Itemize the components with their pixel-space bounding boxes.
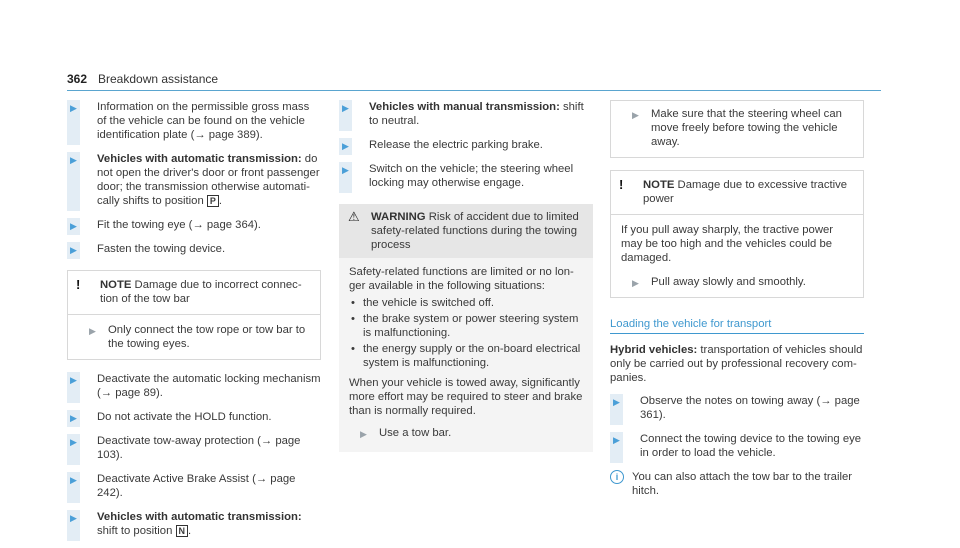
list-item: • the vehicle is switched off. [349,296,583,310]
step-arrow-icon: ▶ [89,326,96,336]
step: ▶ Fasten the towing device. [67,242,321,256]
step-arrow-icon: ▶ [342,165,349,175]
column-1 [67,100,321,548]
step: ▶ Deactivate Active Brake Assist (→ page 242). [67,472,321,500]
note-continuation-box: ▶ Make sure that the steering wheel can move freely before towing the vehicle away. [610,100,864,158]
warning-box: ⚠ WARNING Risk of accident due to limited safety-related functions during the towing process Safety-related functions are limited or no longer available in the following situations: • the vehicle is switched off. • the brake system or power steering system is malfunctioning. • the energy supply or the on-board electrical system is malfunctioning. When your vehicle is towed away, significantly more effort may be required to steer and brake than is normally required. ▶ Use a tow bar. [339,204,593,452]
note-box: ! NOTE Damage due to excessive tractive power If you pull away sharply, the tractive power may be too high and the vehicles could be damaged. ▶ Pull away slowly and smoothly. [610,170,864,298]
step: ▶ Deactivate tow-away protection (→ page 103). [67,434,321,462]
step: ▶ Do not activate the HOLD function. [67,410,321,424]
step-arrow-icon: ▶ [70,513,77,523]
info-icon: i [610,470,624,484]
step-arrow-icon: ▶ [70,375,77,385]
page-header [67,70,881,91]
step: ▶ Vehicles with manual transmission: shift to neutral. [339,100,593,128]
section-title: Loading the vehicle for transport [610,317,864,334]
step-arrow-icon: ▶ [70,103,77,113]
exclamation-icon: ! [619,177,624,192]
step: ▶ Observe the notes on towing away (→ page 361). [610,394,864,422]
step-arrow-icon: ▶ [613,435,620,445]
step-arrow-icon: ▶ [70,437,77,447]
page-title: Breakdown assistance [98,72,219,86]
step: ▶ Fit the towing eye (→ page 364). [67,218,321,232]
list-item: • the energy supply or the on-board electrical system is malfunctioning. [349,342,583,370]
step: ▶ Vehicles with automatic transmission: shift to position N . [67,510,321,538]
paragraph: Hybrid vehicles: transportation of vehicles should only be carried out by professional recovery companies. [610,344,863,384]
step: ▶ Connect the towing device to the towing eye in order to load the vehicle. [610,432,864,460]
step-arrow-icon: ▶ [70,475,77,485]
page-number: 362 [67,72,88,86]
step-arrow-icon: ▶ [632,110,639,120]
step: ▶ Release the electric parking brake. [339,138,593,152]
column-2 [339,100,593,464]
step-arrow-icon: ▶ [70,413,77,423]
warning-triangle-icon: ⚠ [348,209,360,224]
step-arrow-icon: ▶ [342,141,349,151]
step: ▶ Deactivate the automatic locking mechanism (→ page 89). [67,372,321,400]
step-arrow-icon: ▶ [342,103,349,113]
step-arrow-icon: ▶ [70,221,77,231]
step: ▶ Information on the permissible gross mass of the vehicle can be found on the vehicle identification plate (→ page 389). [67,100,321,142]
step-arrow-icon: ▶ [632,278,639,288]
step-arrow-icon: ▶ [70,155,77,165]
note-box: ! NOTE Damage due to incorrect connection of the tow bar ▶ Only connect the tow rope or tow bar to the towing eyes. [67,270,321,360]
gear-position-key: N [176,525,189,537]
step-arrow-icon: ▶ [613,397,620,407]
warning-list [349,296,583,370]
info-note: i You can also attach the tow bar to the trailer hitch. [610,470,864,498]
step: ▶ Switch on the vehicle; the steering wheel locking may otherwise engage. [339,162,593,190]
step-arrow-icon: ▶ [360,429,367,439]
list-item: • the brake system or power steering system is malfunctioning. [349,312,583,340]
column-3 [610,100,864,498]
step: ▶ Vehicles with automatic transmission: do not open the driver's door or front passenger door; the transmission otherwise automatically shifts to position P . [67,152,321,208]
gear-position-key: P [207,195,219,207]
step-arrow-icon: ▶ [70,245,77,255]
exclamation-icon: ! [76,277,81,292]
